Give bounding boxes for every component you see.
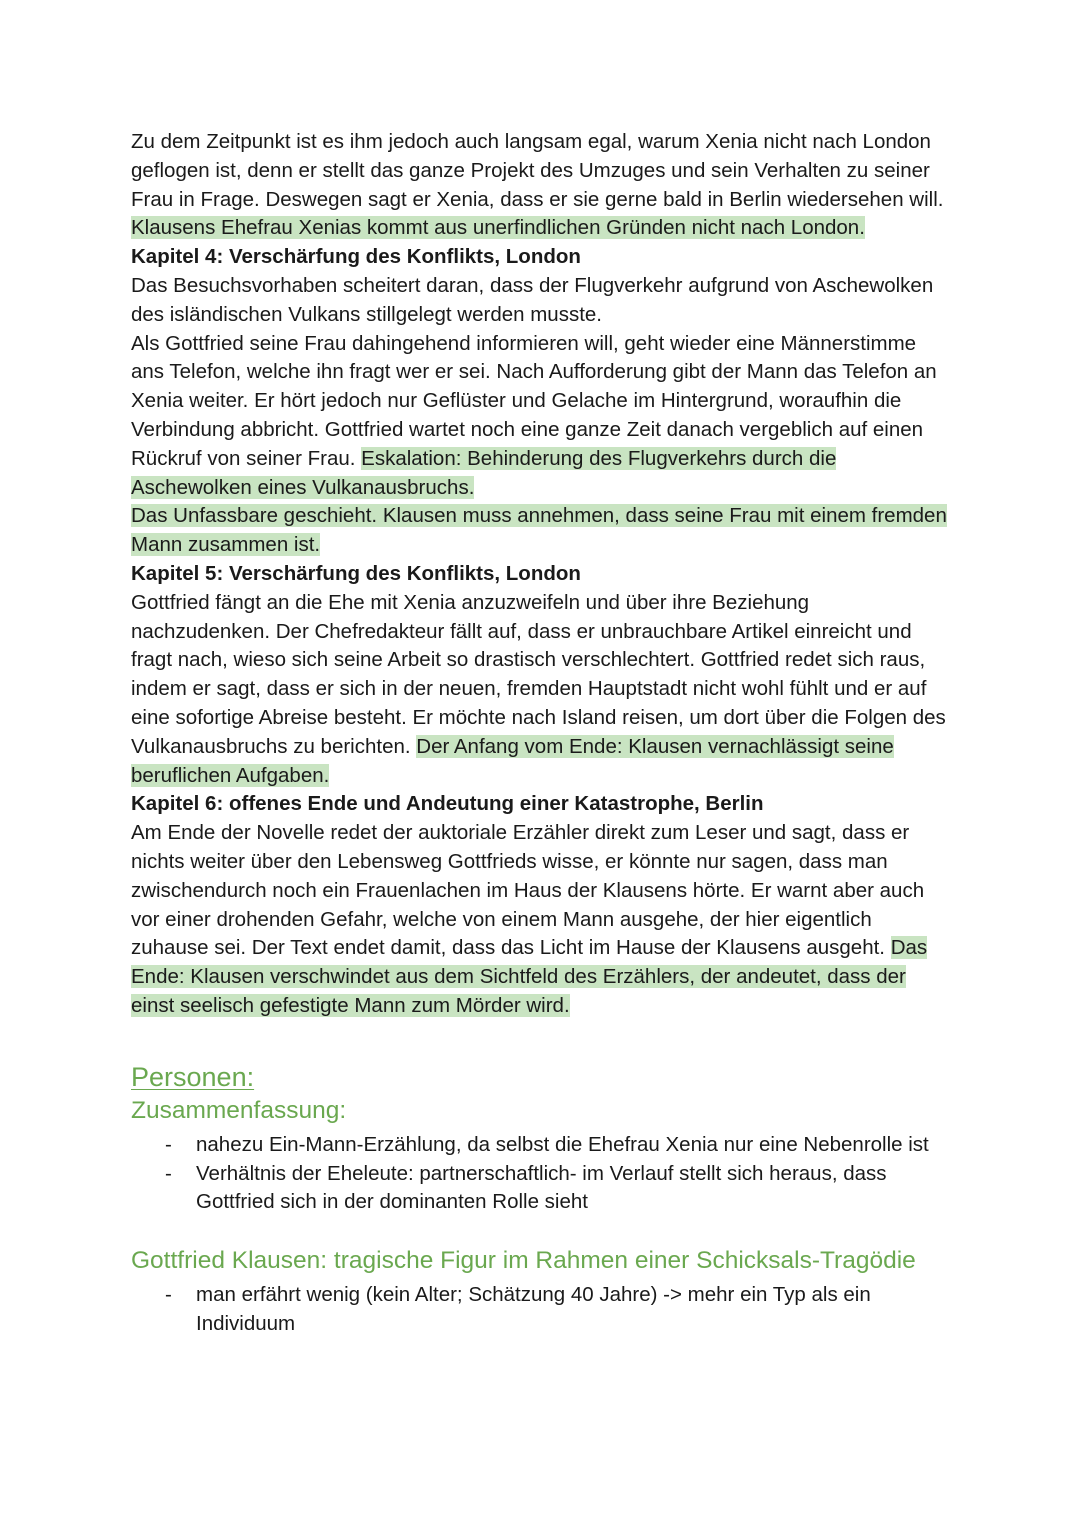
chapter-5-title: Kapitel 5: Verschärfung des Konflikts, London xyxy=(131,561,581,585)
summary-list xyxy=(131,1131,951,1217)
paragraph-text: Als Gottfried seine Frau dahingehend informieren will, geht wieder eine Männerstimme ans Telefon, welche ihn fragt wer er sei. Nach Aufforderung gibt der Mann das Telefon an Xenia weiter. Er hört jedoch nur Geflüster und Gelache im Hintergrund, woraufhin die Verbindung abbricht. Gottfried wartet noch eine ganze Zeit danach vergeblich auf einen Rückruf von seiner Frau. xyxy=(131,331,937,470)
chapter-5-paragraph xyxy=(131,589,951,791)
chapter-4-paragraph-1: Das Besuchsvorhaben scheitert daran, dass der Flugverkehr aufgrund von Aschewolken des isländischen Vulkans stillgelegt werden musste. xyxy=(131,273,934,326)
chapter-6-paragraph xyxy=(131,819,951,1021)
personen-heading: Personen: xyxy=(131,1061,255,1092)
highlighted-summary: Der Anfang vom Ende: Klausen vernachlässigt seine beruflichen Aufgaben. xyxy=(131,734,894,787)
zusammenfassung-heading: Zusammenfassung: xyxy=(131,1096,347,1124)
highlighted-summary: Eskalation: Behinderung des Flugverkehrs durch die Aschewolken eines Vulkanausbruchs. xyxy=(131,446,837,499)
chapter-4-paragraph-3 xyxy=(131,502,951,560)
document-page xyxy=(131,128,951,1339)
chapter-6-title: Kapitel 6: offenes Ende und Andeutung einer Katastrophe, Berlin xyxy=(131,792,764,816)
paragraph-intro xyxy=(131,128,951,243)
chapter-4-paragraph-2 xyxy=(131,330,951,503)
paragraph-text: Gottfried fängt an die Ehe mit Xenia anzuzweifeln und über ihre Beziehung nachzudenken. Der Chefredakteur fällt auf, dass er unbrauchbare Artikel einreicht und fragt nach, wieso sich seine Arbeit so drastisch verschlechtert. Gottfried redet sich raus, indem er sagt, dass er sich in der neuen, fremden Hauptstadt nicht wohl fühlt und er auf eine sofortige Abreise besteht. Er möchte nach Island reisen, um dort über die Folgen des Vulkanausbruchs zu berichten. xyxy=(131,590,946,758)
highlighted-summary: Das Unfassbare geschieht. Klausen muss annehmen, dass seine Frau mit einem fremden Mann zusammen ist. xyxy=(131,504,947,557)
highlighted-summary: Klausens Ehefrau Xenias kommt aus unerfindlichen Gründen nicht nach London. xyxy=(131,216,865,240)
list-item: - nahezu Ein-Mann-Erzählung, da selbst die Ehefrau Xenia nur eine Nebenrolle ist xyxy=(131,1131,951,1160)
gottfried-heading: Gottfried Klausen: tragische Figur im Rahmen einer Schicksals-Tragödie xyxy=(131,1247,916,1275)
highlighted-summary: Das Ende: Klausen verschwindet aus dem Sichtfeld des Erzählers, der andeutet, dass der einst seelisch gefestigte Mann zum Mörder wird. xyxy=(131,936,928,1017)
list-item: - man erfährt wenig (kein Alter; Schätzung 40 Jahre) -> mehr ein Typ als ein Individuum xyxy=(131,1281,951,1339)
paragraph-text: Zu dem Zeitpunkt ist es ihm jedoch auch langsam egal, warum Xenia nicht nach London geflogen ist, denn er stellt das ganze Projekt des Umzuges und sein Verhalten zu seiner Frau in Frage. Deswegen sagt er Xenia, dass er sie gerne bald in Berlin wiedersehen will. xyxy=(131,130,944,211)
paragraph-text: Am Ende der Novelle redet der auktoriale Erzähler direkt zum Leser und sagt, dass er nichts weiter über den Lebensweg Gottfrieds wisse, er könnte nur sagen, dass man zwischendurch noch ein Frauenlachen im Haus der Klausens hörte. Er warnt aber auch vor einer drohenden Gefahr, welche von einem Mann ausgehe, der hier eigentlich zuhause sei. Der Text endet damit, dass das Licht im Hause der Klausens ausgeht. xyxy=(131,821,925,960)
gottfried-list xyxy=(131,1281,951,1339)
chapter-4-title: Kapitel 4: Verschärfung des Konflikts, London xyxy=(131,245,581,269)
list-item: - Verhältnis der Eheleute: partnerschaftlich- im Verlauf stellt sich heraus, dass Gottfried sich in der dominanten Rolle sieht xyxy=(131,1160,951,1218)
